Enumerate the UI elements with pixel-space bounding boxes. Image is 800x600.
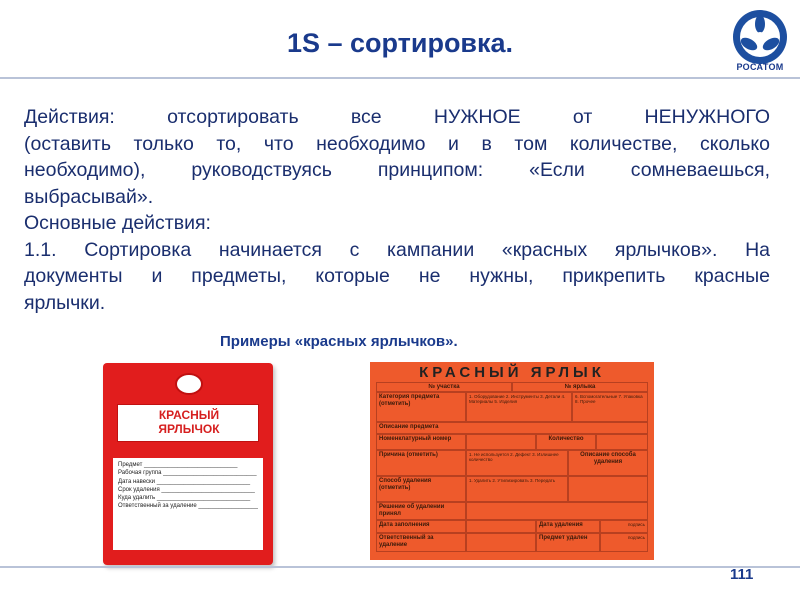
form-cell: Причина (отметить) <box>376 450 466 476</box>
form-cell: Описание предмета <box>376 422 648 434</box>
examples-caption: Примеры «красных ярлычков». <box>220 333 458 350</box>
form-cell: Количество <box>536 434 596 450</box>
tag-field: Куда удалить _____ <box>118 494 258 502</box>
slide-title: 1S – сортировка. <box>286 28 514 58</box>
form-cell: Способ удаления (отметить) <box>376 476 466 502</box>
tag-title-box <box>117 404 259 442</box>
text-line: 1.1. Сортировка начинается с кампании «красных ярлычков». На <box>24 238 770 261</box>
tag-form <box>113 458 263 550</box>
paragraph-main-actions: Основные действия: <box>24 212 211 234</box>
form-cell: 1. Удалить 2. Утилизировать 3. Передать <box>466 476 568 502</box>
form-cell: 1. Оборудование 2. Инструменты 3. Детали 4. Материалы 5. Изделия <box>466 392 572 422</box>
tag-title <box>118 408 260 436</box>
tag-field: Дата навески _____ <box>118 478 258 486</box>
page-number: 111 <box>730 566 754 583</box>
paragraph-actions <box>24 104 770 210</box>
form-cell <box>466 520 536 533</box>
red-label-form-image <box>370 362 654 560</box>
red-tag-image <box>103 363 273 565</box>
form-cell: № ярлыка <box>512 382 648 392</box>
body-text <box>24 104 770 316</box>
form-cell <box>596 434 648 450</box>
header-divider <box>0 77 800 79</box>
form-cell: Решение об удалении принял <box>376 502 466 520</box>
tag-title-line: КРАСНЫЙ <box>158 408 220 422</box>
tag-title-line: ЯРЛЫЧОК <box>158 422 220 436</box>
text-line: Действия: отсортировать все НУЖНОЕ от НЕНУЖНОГО <box>24 106 770 128</box>
form-cell <box>568 476 648 502</box>
footer-divider <box>0 566 800 568</box>
logo-text: РОСАТОМ <box>736 62 784 72</box>
form-cell: № участка <box>376 382 512 392</box>
form-cell: Предмет удален <box>536 533 600 552</box>
form-cell <box>466 434 536 450</box>
tag-field: Рабочая группа _____ <box>118 469 258 477</box>
form-cell: 1. Не используется 2. Дефект 3. Излишнее количество <box>466 450 568 476</box>
form-cell: 6. Вспомогательные 7. Упаковка 8. Прочее <box>572 392 648 422</box>
form-cell: подпись <box>600 520 648 533</box>
form-cell: подпись <box>600 533 648 552</box>
form-cell: Дата заполнения <box>376 520 466 533</box>
paragraph-sorting <box>24 237 770 317</box>
form-cell: Описание способа удаления <box>568 450 648 476</box>
form-cell <box>466 533 536 552</box>
tag-field: Предмет _____ <box>118 461 258 469</box>
form-cell: Номенклатурный номер <box>376 434 466 450</box>
text-line: документы и предметы, которые не нужны, прикрепить красные <box>24 265 770 287</box>
form-cell: Ответственный за удаление <box>376 533 466 552</box>
text-line: (оставить только то, что необходимо и в том количестве, сколько <box>24 132 770 155</box>
text-line: необходимо), руководствуясь принципом: «Если сомневаешься, <box>24 159 770 181</box>
form-cell <box>466 502 648 520</box>
form-title: КРАСНЫЙ ЯРЛЫК <box>419 364 605 381</box>
tag-field: Срок удаления _____ <box>118 486 258 494</box>
form-cell: Дата удаления <box>536 520 600 533</box>
text-line: выбрасывай». <box>24 185 154 208</box>
tag-field: Ответственный за удаление _____ <box>118 502 258 510</box>
tag-hole <box>175 373 203 395</box>
form-cell: Категория предмета (отметить) <box>376 392 466 422</box>
text-line: ярлычки. <box>24 291 106 314</box>
